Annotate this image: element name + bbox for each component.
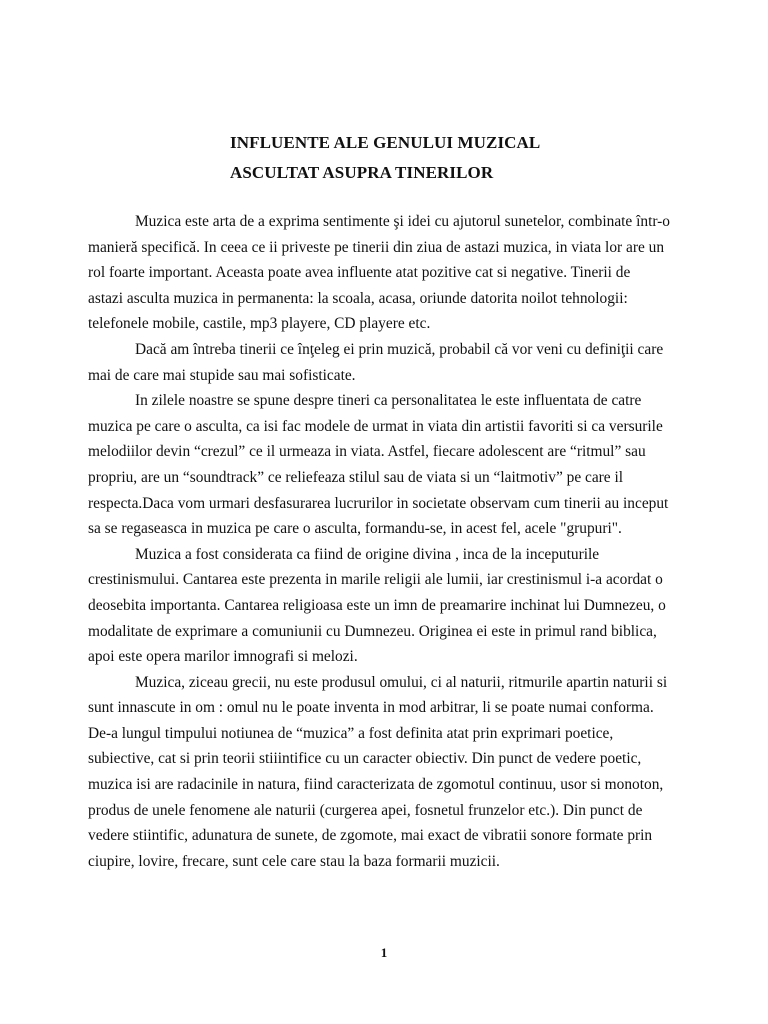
text-line: propriu, are un “soundtrack” ce reliefeaza stilul sau de viata si un “laitmotiv” pe care il bbox=[88, 468, 624, 486]
text-line: sunt innascute in om : omul nu le poate inventa in mod arbitrar, li se poate numai conforma. bbox=[88, 699, 654, 717]
text-line: rol foarte important. Aceasta poate avea influente atat pozitive cat si negative. Tinerii de bbox=[88, 264, 631, 282]
text-line: Dacă am întreba tinerii ce înţeleg ei prin muzică, probabil că vor veni cu definiţii care bbox=[135, 340, 664, 358]
text-line: deosebita importanta. Cantarea religioasa este un imn de preamarire inchinat lui Dumnezeu, o bbox=[88, 596, 666, 614]
text-line: telefonele mobile, castile, mp3 playere, CD playere etc. bbox=[88, 315, 431, 333]
text-line: vedere stiintific, adunatura de sunete, de zgomote, mai exact de vibratii sonore formate prin bbox=[88, 827, 653, 845]
text-line: In zilele noastre se spune despre tineri ca personalitatea le este influentata de catre bbox=[135, 392, 642, 410]
text-line: Muzica a fost considerata ca fiind de origine divina , inca de la inceputurile bbox=[135, 545, 600, 563]
text-line: manieră specifică. In ceea ce ii priveste pe tinerii din ziua de astazi muzica, in viata lor are un bbox=[88, 238, 665, 256]
text-line: sa se regaseasca in muzica pe care o asculta, formandu-se, in acest fel, acele "grupuri". bbox=[88, 520, 622, 538]
text-line: Muzica, ziceau grecii, nu este produsul omului, ci al naturii, ritmurile apartin naturii si bbox=[135, 673, 668, 691]
text-line: apoi este opera marilor imnografi si melozi. bbox=[88, 648, 358, 666]
text-line: ciupire, lovire, frecare, sunt cele care stau la baza formarii muzicii. bbox=[88, 852, 500, 870]
document-body bbox=[88, 209, 688, 874]
text-line: subiective, cat si prin teorii stiiintifice cu un caracter obiectiv. Din punct de vedere poetic, bbox=[88, 750, 642, 768]
document-title bbox=[230, 128, 540, 188]
text-line: De-a lungul timpului notiunea de “muzica” a fost definita atat prin exprimari poetice, bbox=[88, 724, 614, 742]
text-line: modalitate de exprimare a comuniunii cu Dumnezeu. Originea ei este in primul rand biblica, bbox=[88, 622, 657, 640]
text-line: Muzica este arta de a exprima sentimente şi idei cu ajutorul sunetelor, combinate într-o bbox=[135, 213, 670, 230]
page-number: 1 bbox=[380, 945, 388, 960]
text-line: mai de care mai stupide sau mai sofisticate. bbox=[88, 366, 356, 384]
text-line: melodiilor devin “crezul” ce il urmeaza in viata. Astfel, fiecare adolescent are “ritmul” sau bbox=[88, 443, 646, 461]
text-line: produs de unele fenomene ale naturii (curgerea apei, fosnetul frunzelor etc.). Din punct de bbox=[88, 801, 643, 819]
title-line: INFLUENTE ALE GENULUI MUZICAL bbox=[230, 133, 541, 152]
text-line: respecta.Daca vom urmari desfasurarea lucrurilor in societate observam cum tinerii au inceput bbox=[88, 494, 669, 512]
title-line: ASCULTAT ASUPRA TINERILOR bbox=[230, 163, 494, 182]
text-line: muzica pe care o asculta, ca isi fac modele de urmat in viata din artistii favoriti si ca versurile bbox=[88, 417, 663, 435]
text-line: astazi asculta muzica in permanenta: la scoala, acasa, oriunde datorita noilot tehnologii: bbox=[88, 289, 628, 307]
text-line: crestinismului. Cantarea este prezenta in marile religii ale lumii, iar crestinismul i-a acordat o bbox=[88, 571, 663, 589]
text-line: muzica isi are radacinile in natura, fiind caracterizata de zgomotul continuu, usor si monoton, bbox=[88, 776, 664, 794]
